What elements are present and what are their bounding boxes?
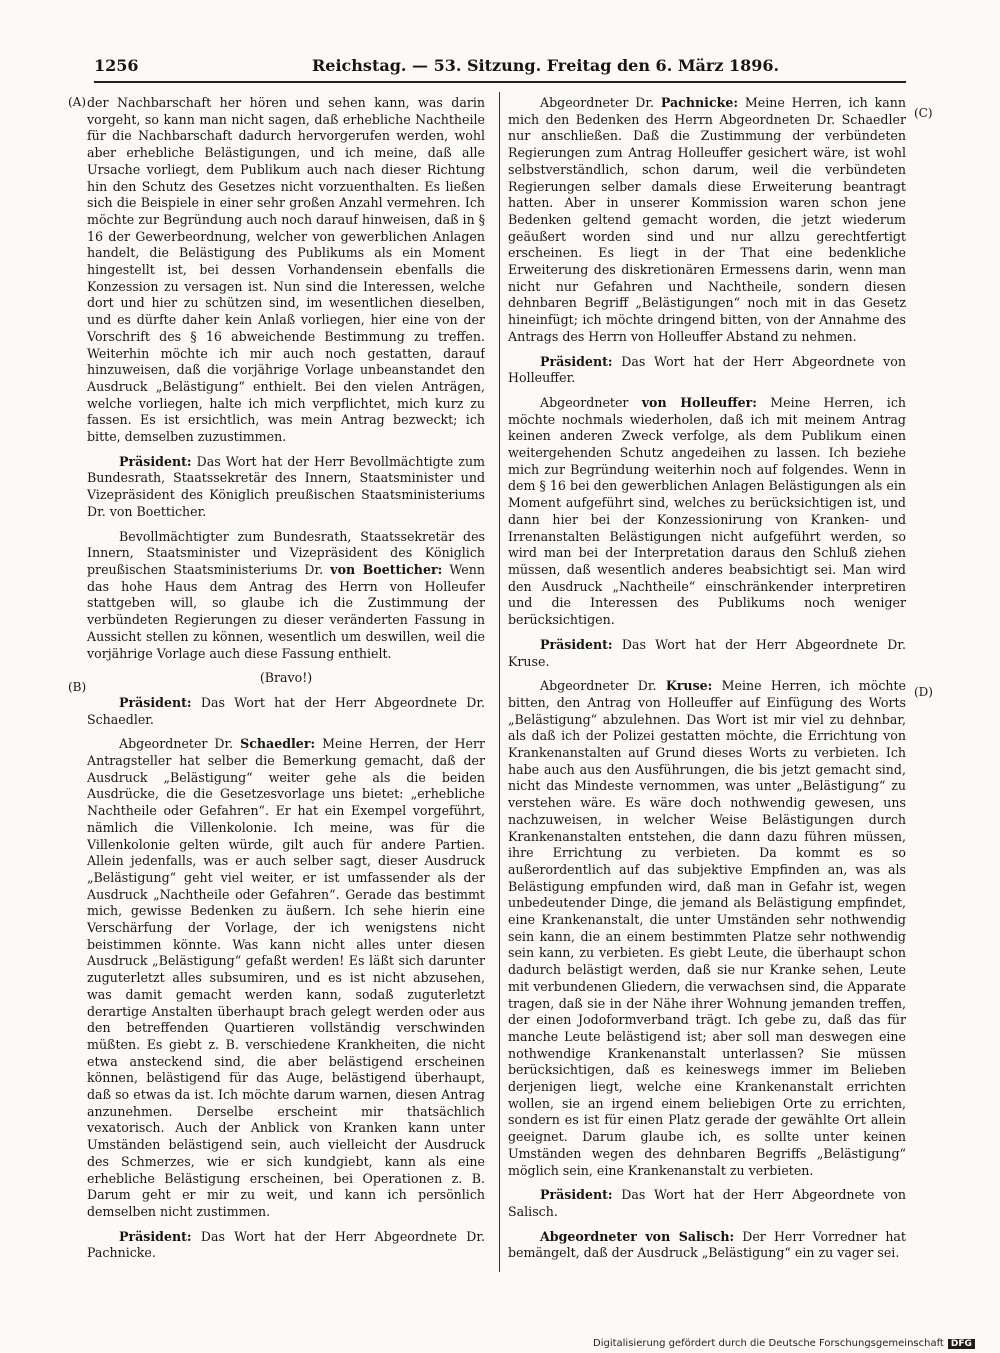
speech-text: Wenn das hohe Haus dem Antrag des Herrn von Holleufer stattgeben will, so glaube ich die Zustimmung der verbündeten Regierungen zu dieser veränderten Fassung in Aussicht stellen zu können, wesentlich um deswillen, weil die vorjährige Vorlage auch diese Fassung enthielt. [87,561,485,661]
margin-marker-d: (D) [914,685,933,699]
speech-text: Der Herr Vorredner hat bemängelt, daß der Ausdruck „Belästigung“ ein zu vager sei. [508,1228,906,1261]
digitization-credit [593,1338,975,1349]
running-title: Reichstag. — 53. Sitzung. Freitag den 6. März 1896. [312,56,780,75]
paragraph [508,637,906,670]
speech-text: Das Wort hat der Herr Abgeordnete von Holleuffer. [508,353,906,386]
credit-text: Digitalisierung gefördert durch die Deutsche Forschungsgemeinschaft [593,1338,944,1349]
paragraph [508,95,906,346]
speaker-title: Abgeordneter Dr. [540,95,661,110]
speaker-name: Präsident: [119,1228,192,1244]
speech-text: Das Wort hat der Herr Bevollmächtigte zum Bundesrath, Staatssekretär des Innern, Staatsminister und Vizepräsident des Königlich preußischen Staatsministeriums Dr. von Boetticher. [87,453,485,519]
paragraph [508,678,906,1179]
speech-text: Meine Herren, der Herr Antragsteller hat selber die Bemerkung gemacht, daß der Ausdruck „Belästigung“ weiter gehe als die beiden Ausdrücke, die die Gesetzesvorlage uns bietet: „erhebliche Nachtheile oder Gefahren“. Er hat ein Exempel vorgeführt, nämlich die Villenkolonie. Ich meine, was für die Villenkolonie gelten würde, gilt auch für andere Partien. Allein jedenfalls, was er auch selber sagt, dieser Ausdruck „Belästigung“ geht viel weiter, er ist umfassender als der Ausdruck „Nachtheile oder Gefahren“. Gerade das bestimmt mich, gewisse Bedenken zu äußern. Ich sehe hierin eine Verschärfung der Vorlage, der ich wenigstens nicht beistimmen könnte. Was kann nicht alles unter diesen Ausdruck „Belästigung“ gefaßt werden! Es läßt sich darunter zuguterletzt alles subsumiren, und es ist nicht abzusehen, was damit gemacht werden kann, sodaß zuguterletzt derartige Anstalten überhaupt brach gelegt werden oder aus den betreffenden Quartieren vollständig verschwinden müßten. Es giebt z. B. verschiedene Krankheiten, die nicht etwa ansteckend sind, die aber belästigend erscheinen können, belästigend für das Auge, belästigend überhaupt, daß so etwas da ist. Ich möchte darum warnen, diesen Antrag anzunehmen. Derselbe erscheint mir thatsächlich vexatorisch. Auch der Anblick von Kranken kann unter Umständen belästigend sein, auch vielleicht der Ausdruck des Schmerzes, wie er sich kundgiebt, kann als eine erhebliche Belästigung erscheinen, bei Operationen z. B. Darum geht er mir zu weit, und kann ich persönlich demselben nicht zustimmen. [87,736,485,1219]
margin-marker-a: (A) [68,95,87,109]
dfg-logo: DFG [948,1339,975,1349]
paragraph [87,529,485,663]
speech-text: Das Wort hat der Herr Abgeordnete Dr. Kruse. [508,636,906,669]
speaker-name: Abgeordneter von Salisch: [540,1228,735,1244]
speaker-name: von Boetticher: [330,561,443,577]
speech-text: Das Wort hat der Herr Abgeordnete Dr. Pachnicke. [87,1228,485,1261]
margin-marker-b: (B) [68,680,87,694]
speaker-title: Abgeordneter [540,394,642,410]
speaker-title: Abgeordneter Dr. [119,736,241,752]
speaker-name: Präsident: [540,1187,613,1203]
paragraph [87,454,485,521]
speech-text: Meine Herren, ich möchte bitten, den Antrag von Holleuffer auf Einfügung des Worts „Belästigung“ abzulehnen. Das Wort ist mir viel zu dehnbar, als daß ich der Polizei gestatten möchte, die Errichtung von Krankenanstalten auf Grund dieses Worts zu verbieten. Ich habe auch aus den Ausführungen, die bis jetzt gemacht sind, nicht das Mindeste vernommen, was unter „Belästigung“ zu verstehen wäre. Es wäre doch nothwendig gewesen, uns nachzuweisen, in welcher Weise Belästigungen durch Krankenanstalten entstehen, die dann dazu führen müssen, ihre Errichtung zu verbieten. Da kommt es so außerordentlich auf das subjektive Empfinden an, was als Belästigung empfunden wird, daß man in Gefahr ist, wegen unbedeutender Dinge, die jemand als Belästigung empfindet, eine Krankenanstalt, die unter Umständen sehr nothwendig sein kann, die an einem bestimmten Platze sehr nothwendig sein kann, zu verbieten. Es giebt Leute, die überhaupt schon dadurch belästigt werden, daß sie nur Kranke sehen, Leute mit verbundenen Gliedern, die verwachsen sind, die Apparate tragen, daß sie in der Nähe ihrer Wohnung jemanden treffen, der einen Jodoformverband trägt. Ich gebe zu, daß das für manche Leute belästigend ist; aber soll man deswegen eine nothwendige Krankenanstalt unterlassen? Sie müssen berücksichtigen, daß es keineswegs immer im Belieben derjenigen liegt, welche eine Krankenanstalt errichten wollen, sie an irgend einem beliebigen Orte zu errichten, sondern es ist für einen Platz gerade der gewählte Ort allein geeignet. Darum glaube ich, es sollte unter keinen Umständen wegen des dehnbaren Begriffs „Belästigung“ möglich sein, eine Krankenanstalt zu verbieten. [508,678,906,1178]
paragraph [508,354,906,387]
speaker-name: Präsident: [119,453,192,469]
paragraph [508,1187,906,1220]
margin-marker-c: (C) [914,106,933,120]
speaker-name: Pachnicke: [660,95,739,110]
paragraph [87,736,485,1220]
header-rule [94,81,906,83]
speaker-name: Kruse: [665,678,713,694]
speaker-name: Präsident: [540,353,613,369]
page-header [94,56,906,78]
speech-text: Das Wort hat der Herr Abgeordnete von Salisch. [508,1187,906,1219]
speech-text: Meine Herren, ich möchte nochmals wiederholen, daß ich mit meinem Antrag keinen anderen Zweck verfolge, als dem Publikum einen weitergehenden Schutz angedeihen zu lassen. Ich beziehe mich zur Begründung weiterhin noch auf folgendes. Wenn in dem § 16 bei den gewerblichen Anlagen Belästigungen als ein Moment aufgeführt sind, welches zu berücksichtigen ist, und dann hier bei der Konzessionirung von Kranken- und Irrenanstalten Belästigungen nicht aufgeführt werden, so wird man bei der Interpretation daraus den Schluß ziehen müssen, daß wesentlich anderes beabsichtigt sei. Man wird den Ausdruck „Nachtheile“ einschränkender interpretiren und die Interessen des Publikums noch weniger berücksichtigen. [508,394,906,628]
paragraph [508,395,906,629]
speech-text: Meine Herren, ich kann mich den Bedenken des Herrn Abgeordneten Dr. Schaedler nur anschließen. Daß die Zustimmung der verbündeten Regierungen zum Antrag Holleuffer gesichert wäre, ist wohl selbstverständlich, schon darum, weil die verbündeten Regierungen selber damals diese Erweiterung beantragt hatten. Aber in unserer Kommission waren schon jene Bedenken geltend gemacht worden, die jetzt wiederum geäußert worden sind und nur allzu gerechtfertigt erscheinen. Es liegt in der That eine bedenkliche Erweiterung des diskretionären Ermessens darin, wenn man nicht nur Gefahren und Nachtheile, sondern diesen dehnbaren Begriff „Belästigungen“ noch mit in das Gesetz hineinfügt; ich möchte dringend bitten, von der Annahme des Antrags des Herrn von Holleuffer Abstand zu nehmen. [508,95,906,344]
speech-text: Das Wort hat der Herr Abgeordnete Dr. Schaedler. [87,694,485,727]
page-number: 1256 [94,56,139,75]
speaker-title: Abgeordneter Dr. [540,678,666,694]
speaker-name: von Holleuffer: [641,394,757,410]
speaker-name: Präsident: [119,694,192,710]
interjection: (Bravo!) [259,670,313,686]
paragraph: der Nachbarschaft her hören und sehen kann, was darin vorgeht, so kann man nicht sagen, daß erhebliche Nachtheile für die Nachbarschaft dadurch hervorgerufen werden, wohl aber erhebliche Belästigungen, und ich meine, daß alle Ursache vorliegt, dem Publikum auch nach dieser Richtung hin den Schutz des Gesetzes nicht vorzuenthalten. Es ließen sich die Beispiele in einer sehr großen Anzahl vermehren. Ich möchte zur Begründung auch noch darauf hinweisen, daß in § 16 der Gewerbeordnung, welcher von gewerblichen Anlagen handelt, die Belästigung des Publikums als ein Moment hingestellt ist, bei dessen Vorhandensein ebenfalls die Konzession zu versagen ist. Nun sind die Interessen, welche dort und hier zu schützen sind, im wesentlichen dieselben, und es dürfte daher kein Anlaß vorliegen, hier eine von der Vorschrift des § 16 abweichende Bestimmung zu treffen. Weiterhin möchte ich mir auch noch gestatten, darauf hinzuweisen, daß die vorjährige Vorlage unbeanstandet den Ausdruck „Belästigung“ enthielt. Bei den vielen Anträgen, welche vorliegen, halte ich mich verpflichtet, mich kurz zu fassen. Es ist ersichtlich, was mein Antrag bezweckt; ich bitte, demselben zuzustimmen. [87,95,485,445]
column-divider [499,92,500,1272]
speaker-name: Präsident: [540,636,613,652]
left-column [87,95,485,1275]
speaker-title: Bevollmächtigter zum Bundesrath, Staatssekretär des Innern, Staatsminister und Vizepräsident des Königlich preußischen Staatsministeriums Dr. [87,528,485,577]
right-column [508,95,906,1275]
paragraph [87,695,485,728]
paragraph [508,1229,906,1262]
speaker-name: Schaedler: [240,736,316,752]
paragraph [87,1229,485,1262]
